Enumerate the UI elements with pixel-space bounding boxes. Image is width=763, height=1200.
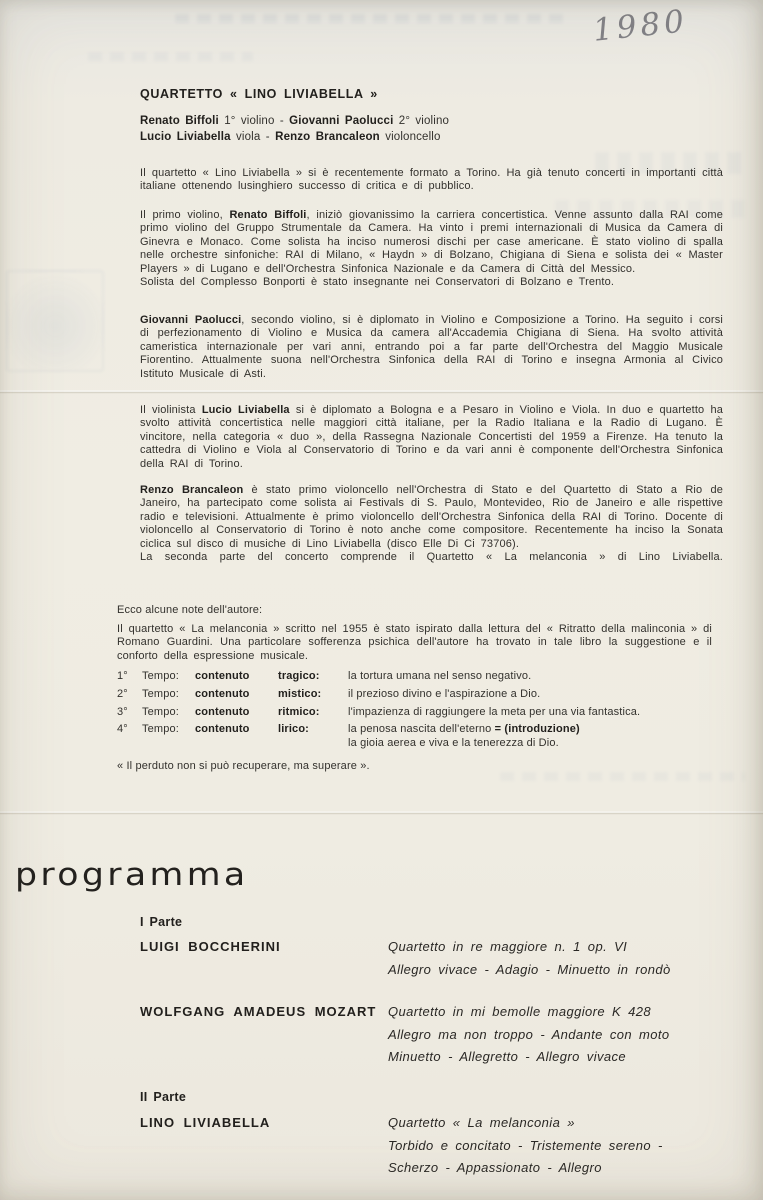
tempo-label: Tempo: <box>142 687 179 700</box>
composer-liviabella: LINO LIVIABELLA <box>140 1115 271 1130</box>
showthrough-stamp <box>6 270 104 372</box>
notes-body: Il quartetto « La melanconia » scritto nel 1955 è stato ispirato dalla lettura del « Ritratto della malinconia » di Romano Guardini. Una particolare sofferenza psichica dell'autore ha trovato in tale libro la suggestione e il conforto della espressione musicale. <box>117 623 712 662</box>
showthrough-line-2 <box>88 52 253 61</box>
program-title: programma <box>15 857 249 893</box>
tempo-number: 3° <box>117 705 128 718</box>
tempo-row-2 <box>117 688 712 701</box>
handwritten-year: 1980 <box>591 3 690 49</box>
notes-intro: Ecco alcune note dell'autore: <box>117 604 263 616</box>
movement-line: Scherzo - Appassionato - Allegro <box>388 1160 602 1175</box>
work-title-line: Quartetto in re maggiore n. 1 op. VI <box>388 939 628 954</box>
tempo-number: 1° <box>117 670 128 682</box>
work-title-line: Quartetto in mi bemolle maggiore K 428 <box>388 1004 651 1019</box>
tempo-category: contenuto <box>195 723 250 736</box>
bio-paragraph-paolucci: Giovanni Paolucci, secondo violino, si è diplomato in Violino e Composizione a Torino. Ha seguito i corsi di perfezionamento di Violino e Musica da camera all'Accademia Chigiana di Siena. Ha svolto attività cameristica internazionale per vari anni, entrando poi a far parte dell'Orchestra del Maggio Musicale Fiorentino. Attualmente suona nell'Orchestra Sinfonica della RAI di Torino e insegna Armonia al Civico Istituto Musicale di Asti. <box>140 314 723 380</box>
performer-name: Renzo Brancaleon <box>275 131 380 143</box>
musician-name: Lucio Liviabella <box>201 404 290 416</box>
work-boccherini <box>388 936 748 981</box>
composer-mozart: WOLFGANG AMADEUS MOZART <box>140 1004 377 1019</box>
tempo-category: contenuto <box>195 705 250 718</box>
tempo-label: Tempo: <box>142 670 179 682</box>
work-liviabella <box>388 1112 748 1180</box>
composer-boccherini: LUIGI BOCCHERINI <box>140 939 281 954</box>
bio-paragraph-liviabella: Il violinista Lucio Liviabella si è diplomato a Bologna e a Pesaro in Violino e Viola. In duo e quartetto ha svolto attività concertistica nelle maggiori città italiane, per la Radio Italiana e la Radio di Lugano. È vincitore, nella categoria « duo », della Rassegna Nazionale Concertisti del 1959 a Firenze. Ha tenuto la cattedra di Violino e Viola al Conservatorio di Torino e da vari anni è componente dell'Orchestra Sinfonica della RAI di Torino. <box>140 404 723 470</box>
performer-name: Renato Biffoli <box>140 115 219 127</box>
tempo-adjective: ritmico: <box>278 705 320 718</box>
tempo-adjective: tragico: <box>278 670 320 682</box>
movement-line: Torbido e concitato - Tristemente sereno - <box>388 1137 663 1153</box>
tempo-description: il prezioso divino e l'aspirazione a Dio. <box>348 687 541 700</box>
movement-line: Allegro vivace - Adagio - Minuetto in rondò <box>388 961 671 977</box>
tempo-row-4 <box>117 723 712 750</box>
bio-paragraph-biffoli-last-line: Solista del Complesso Bonporti è stato insegnante nei Conservatori di Bolzano e Trento. <box>140 276 615 289</box>
musician-name: Renato Biffoli <box>229 209 307 221</box>
movement-line: Minuetto - Allegretto - Allegro vivace <box>388 1049 627 1064</box>
quartet-title: QUARTETTO « LINO LIVIABELLA » <box>140 87 378 101</box>
tempo-list <box>117 670 712 755</box>
tempo-description: la penosa nascita dell'eterno = (introduzione) la gioia aerea e viva e la tenerezza di Dio. <box>348 723 712 750</box>
musician-name: Renzo Brancaleon <box>140 484 244 496</box>
tempo-category: contenuto <box>195 687 250 700</box>
part-label-1: I Parte <box>140 915 183 929</box>
performer-name: Lucio Liviabella <box>140 131 231 143</box>
performer-name: Giovanni Paolucci <box>289 115 394 127</box>
tempo-adjective: lirico: <box>278 723 309 736</box>
performer-role: viola - <box>230 131 276 143</box>
tempo-number: 2° <box>117 687 128 700</box>
performer-role: 2° violino <box>393 115 450 127</box>
bio-paragraph-biffoli: Il primo violino, Renato Biffoli, iniziò giovanissimo la carriera concertistica. Venne assunto dalla RAI come primo violino del Gruppo Strumentale da Camera. Ha vinto i premi internazionali di Musica da Camera di Ginevra e Monaco. Come solista ha inciso numerosi dischi per case americane. È stato violino di spalla nelle orchestre sinfoniche: RAI di Milano, « Haydn » di Bolzano, Chigiana di Siena e solista dei « Master Players » di Lugano e dell'Orchestra Sinfonica Nazionale e da Camera di Città del Messico. Solista del Complesso Bonporti è stato insegnante nei Conservatori di Bolzano e Trento. <box>140 209 723 289</box>
performers-line-1 <box>140 113 449 129</box>
movement-line: Allegro ma non troppo - Andante con moto <box>388 1026 670 1042</box>
tempo-row-3 <box>117 706 712 719</box>
work-mozart <box>388 1001 748 1069</box>
tempo-label: Tempo: <box>142 705 179 718</box>
tempo-description: l'impazienza di raggiungere la meta per una via fantastica. <box>348 705 641 718</box>
tempo-adjective: mistico: <box>278 687 322 700</box>
fold-crease-top <box>0 390 763 394</box>
tempo-category: contenuto <box>195 670 250 682</box>
tempo-description-bold: = (introduzione) <box>494 723 580 736</box>
part-label-2: II Parte <box>140 1090 187 1104</box>
tempo-description-line-2: la gioia aerea e viva e la tenerezza di Dio. <box>348 736 559 749</box>
showthrough-top-line <box>175 14 565 23</box>
bio-paragraph-intro: Il quartetto « Lino Liviabella » si è recentemente formato a Torino. Ha già tenuto concerti in importanti città italiane ottenendo lusinghiero successo di critica e di pubblico. <box>140 167 723 193</box>
tempo-label: Tempo: <box>142 723 179 736</box>
tempo-row-1 <box>117 670 712 683</box>
fold-crease-bottom <box>0 811 763 815</box>
work-title-line: Quartetto « La melanconia » <box>388 1115 575 1130</box>
musician-name: Giovanni Paolucci <box>140 314 242 326</box>
author-quote: « Il perduto non si può recuperare, ma superare ». <box>117 760 370 772</box>
bio-paragraph-brancaleon-last-line: La seconda parte del concerto comprende il Quartetto « La melanconia » di Lino Liviabella. <box>140 551 723 564</box>
performers-line-2 <box>140 129 441 145</box>
bio-paragraph-brancaleon: Renzo Brancaleon è stato primo violoncello nell'Orchestra di Stato e del Quartetto di Stato a Rio de Janeiro, ha partecipato come solista ai Festivals di S. Paulo, Montevideo, Rio de Janeiro e alle rispettive radio e televisioni. Attualmente è primo violoncello dell'Orchestra Sinfonica della RAI di Torino. Docente di violoncello al Conservatorio di Torino è noto anche come compositore. Recentemente ha inciso la Sonata ciclica sul disco di musiche di Lino Liviabella (disco Elle Di Ci 73706). La seconda parte del concerto comprende il Quartetto « La melanconia » di Lino Liviabella. <box>140 484 724 564</box>
tempo-description: la tortura umana nel senso negativo. <box>348 670 532 682</box>
performer-role: violoncello <box>379 131 441 143</box>
performer-role: 1° violino - <box>218 115 290 127</box>
tempo-number: 4° <box>117 723 128 736</box>
